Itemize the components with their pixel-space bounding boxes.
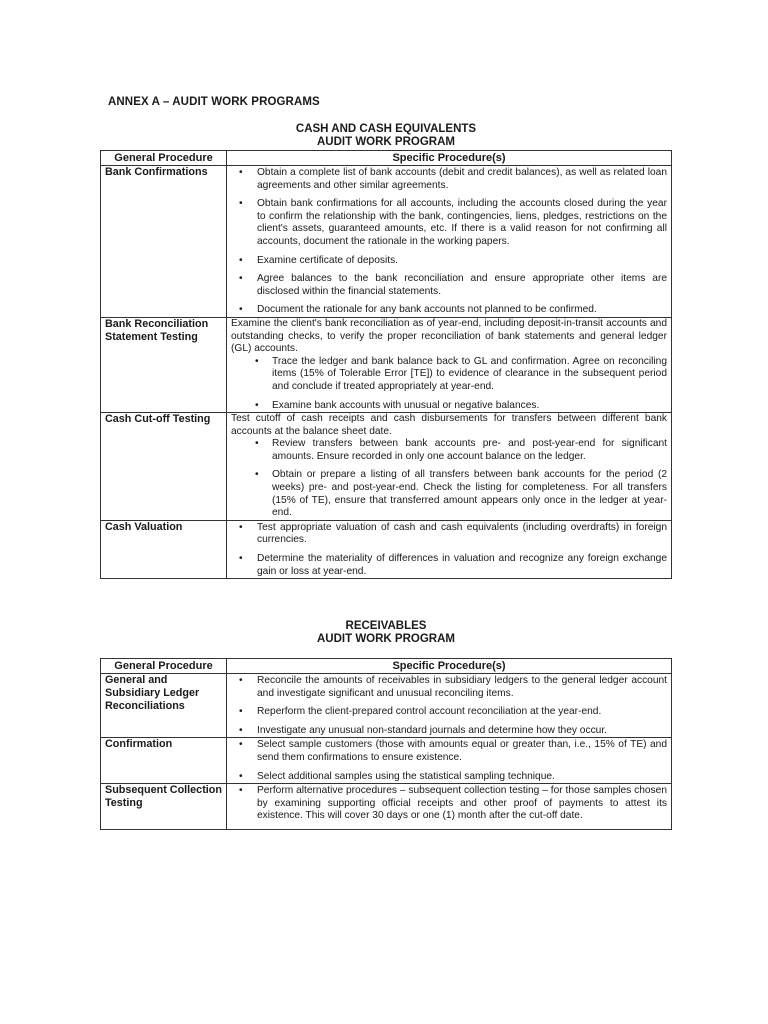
list-item: • Obtain a complete list of bank accounts (debit and credit balances), as well as related loan agreements and other similar agreements. bbox=[239, 167, 667, 191]
general-procedure: Confirmation bbox=[101, 738, 227, 784]
general-procedure: Bank Confirmations bbox=[101, 166, 227, 318]
general-procedure: Cash Cut-off Testing bbox=[101, 413, 227, 521]
specific-procedures bbox=[227, 413, 672, 521]
col-header-general: General Procedure bbox=[101, 659, 227, 674]
bullet-icon: • bbox=[239, 739, 243, 751]
cash-title-line1: CASH AND CASH EQUIVALENTS bbox=[295, 123, 477, 135]
table-row bbox=[101, 317, 672, 412]
list-item: • Perform alternative procedures – subsequent collection testing – for those samples chosen by examining supporting official receipts and other proof of payments to attest its existence. This will cover 30 days or one (1) month after the cut-off date. bbox=[239, 785, 667, 822]
list-item: • Obtain bank confirmations for all accounts, including the accounts closed during the year to confirm the relationship with the bank, contingencies, liens, pledges, restrictions on the client's assets, guaranteed amounts, etc. If there is a valid reason for not confirming all accounts, document the rationale in the working papers. bbox=[239, 198, 667, 247]
receivables-program-table bbox=[100, 658, 672, 830]
bullet-icon: • bbox=[239, 304, 243, 316]
list-item: • Select sample customers (those with amounts equal or greater than, i.e., 15% of TE) and send them confirmations to ensure existence. bbox=[239, 739, 667, 763]
bullet-icon: • bbox=[239, 198, 243, 210]
list-item: • Obtain or prepare a listing of all transfers between bank accounts for the period (2 weeks) pre- and post-year-end. Check the listing for completeness. For all transfers (15% of TE), ensure that transferred amount appears only once in the ledger at year-end. bbox=[255, 469, 667, 519]
cash-section-title bbox=[100, 123, 672, 149]
general-procedure: General and Subsidiary Ledger Reconciliations bbox=[101, 674, 227, 738]
procedure-intro: Examine the client's bank reconciliation as of year-end, including deposit-in-transit accounts and outstanding checks, to verify the proper reconciliation of bank statements and general ledger (GL) accounts. bbox=[231, 317, 667, 355]
list-item: • Select additional samples using the statistical sampling technique. bbox=[239, 770, 555, 782]
bullet-icon: • bbox=[255, 469, 259, 481]
list-item: • Review transfers between bank accounts pre- and post-year-end for significant amounts. Ensure recorded in only one account balance on the ledger. bbox=[255, 438, 667, 462]
list-item: • Test appropriate valuation of cash and cash equivalents (including overdrafts) in foreign currencies. bbox=[239, 521, 667, 546]
bullet-icon: • bbox=[239, 273, 243, 285]
list-item: • Document the rationale for any bank accounts not planned to be confirmed. bbox=[239, 304, 597, 316]
bullet-icon: • bbox=[255, 399, 259, 411]
bullet-icon: • bbox=[239, 706, 243, 718]
col-header-general: General Procedure bbox=[101, 151, 227, 166]
table-row bbox=[101, 738, 672, 784]
specific-procedures bbox=[227, 520, 672, 578]
list-item: • Examine bank accounts with unusual or negative balances. bbox=[255, 399, 540, 411]
general-procedure: Cash Valuation bbox=[101, 520, 227, 578]
list-item: • Examine certificate of deposits. bbox=[239, 254, 398, 266]
list-item: • Agree balances to the bank reconciliation and ensure appropriate other items are disclosed within the financial statements. bbox=[239, 273, 667, 297]
specific-procedures bbox=[227, 674, 672, 738]
table-header-row bbox=[101, 151, 672, 166]
bullet-icon: • bbox=[239, 675, 243, 686]
table-row bbox=[101, 166, 672, 318]
table-row bbox=[101, 413, 672, 521]
specific-procedures bbox=[227, 784, 672, 830]
list-item: • Trace the ledger and bank balance back to GL and confirmation. Agree on reconciling items (15% of Tolerable Error [TE]) to evidence of clearance in the subsequent period and conclude if treated appropriately at year-end. bbox=[255, 355, 667, 392]
table-row bbox=[101, 784, 672, 830]
list-item: • Determine the materiality of differences in valuation and recognize any foreign exchange gain or loss at year-end. bbox=[239, 553, 667, 577]
bullet-icon: • bbox=[255, 438, 259, 450]
general-procedure: Subsequent Collection Testing bbox=[101, 784, 227, 830]
receivables-title-line1: RECEIVABLES bbox=[345, 620, 427, 632]
receivables-section-title bbox=[100, 620, 672, 646]
cash-title-line2: AUDIT WORK PROGRAM bbox=[317, 136, 455, 148]
cash-program-table bbox=[100, 150, 672, 579]
table-row bbox=[101, 520, 672, 578]
list-item: • Reperform the client-prepared control account reconciliation at the year-end. bbox=[239, 706, 602, 718]
receivables-title-line2: AUDIT WORK PROGRAM bbox=[317, 633, 455, 645]
general-procedure: Bank Reconciliation Statement Testing bbox=[101, 317, 227, 412]
bullet-icon: • bbox=[239, 521, 243, 533]
specific-procedures bbox=[227, 738, 672, 784]
table-row bbox=[101, 674, 672, 738]
bullet-icon: • bbox=[239, 785, 243, 797]
col-header-specific: Specific Procedure(s) bbox=[227, 151, 672, 166]
bullet-icon: • bbox=[239, 724, 243, 736]
bullet-icon: • bbox=[255, 355, 259, 367]
list-item: • Reconcile the amounts of receivables in subsidiary ledgers to the general ledger account and investigate significant and unusual reconciling items. bbox=[239, 675, 667, 699]
bullet-icon: • bbox=[239, 167, 243, 178]
specific-procedures bbox=[227, 166, 672, 318]
bullet-icon: • bbox=[239, 770, 243, 782]
specific-procedures bbox=[227, 317, 672, 412]
procedure-intro: Test cutoff of cash receipts and cash disbursements for transfers between different bank accounts at the balance sheet date. bbox=[231, 413, 667, 437]
table-header-row bbox=[101, 659, 672, 674]
col-header-specific: Specific Procedure(s) bbox=[227, 659, 672, 674]
annex-title: ANNEX A – AUDIT WORK PROGRAMS bbox=[108, 96, 320, 108]
bullet-icon: • bbox=[239, 254, 243, 266]
list-item: • Investigate any unusual non-standard journals and determine how they occur. bbox=[239, 724, 607, 736]
bullet-icon: • bbox=[239, 553, 243, 565]
